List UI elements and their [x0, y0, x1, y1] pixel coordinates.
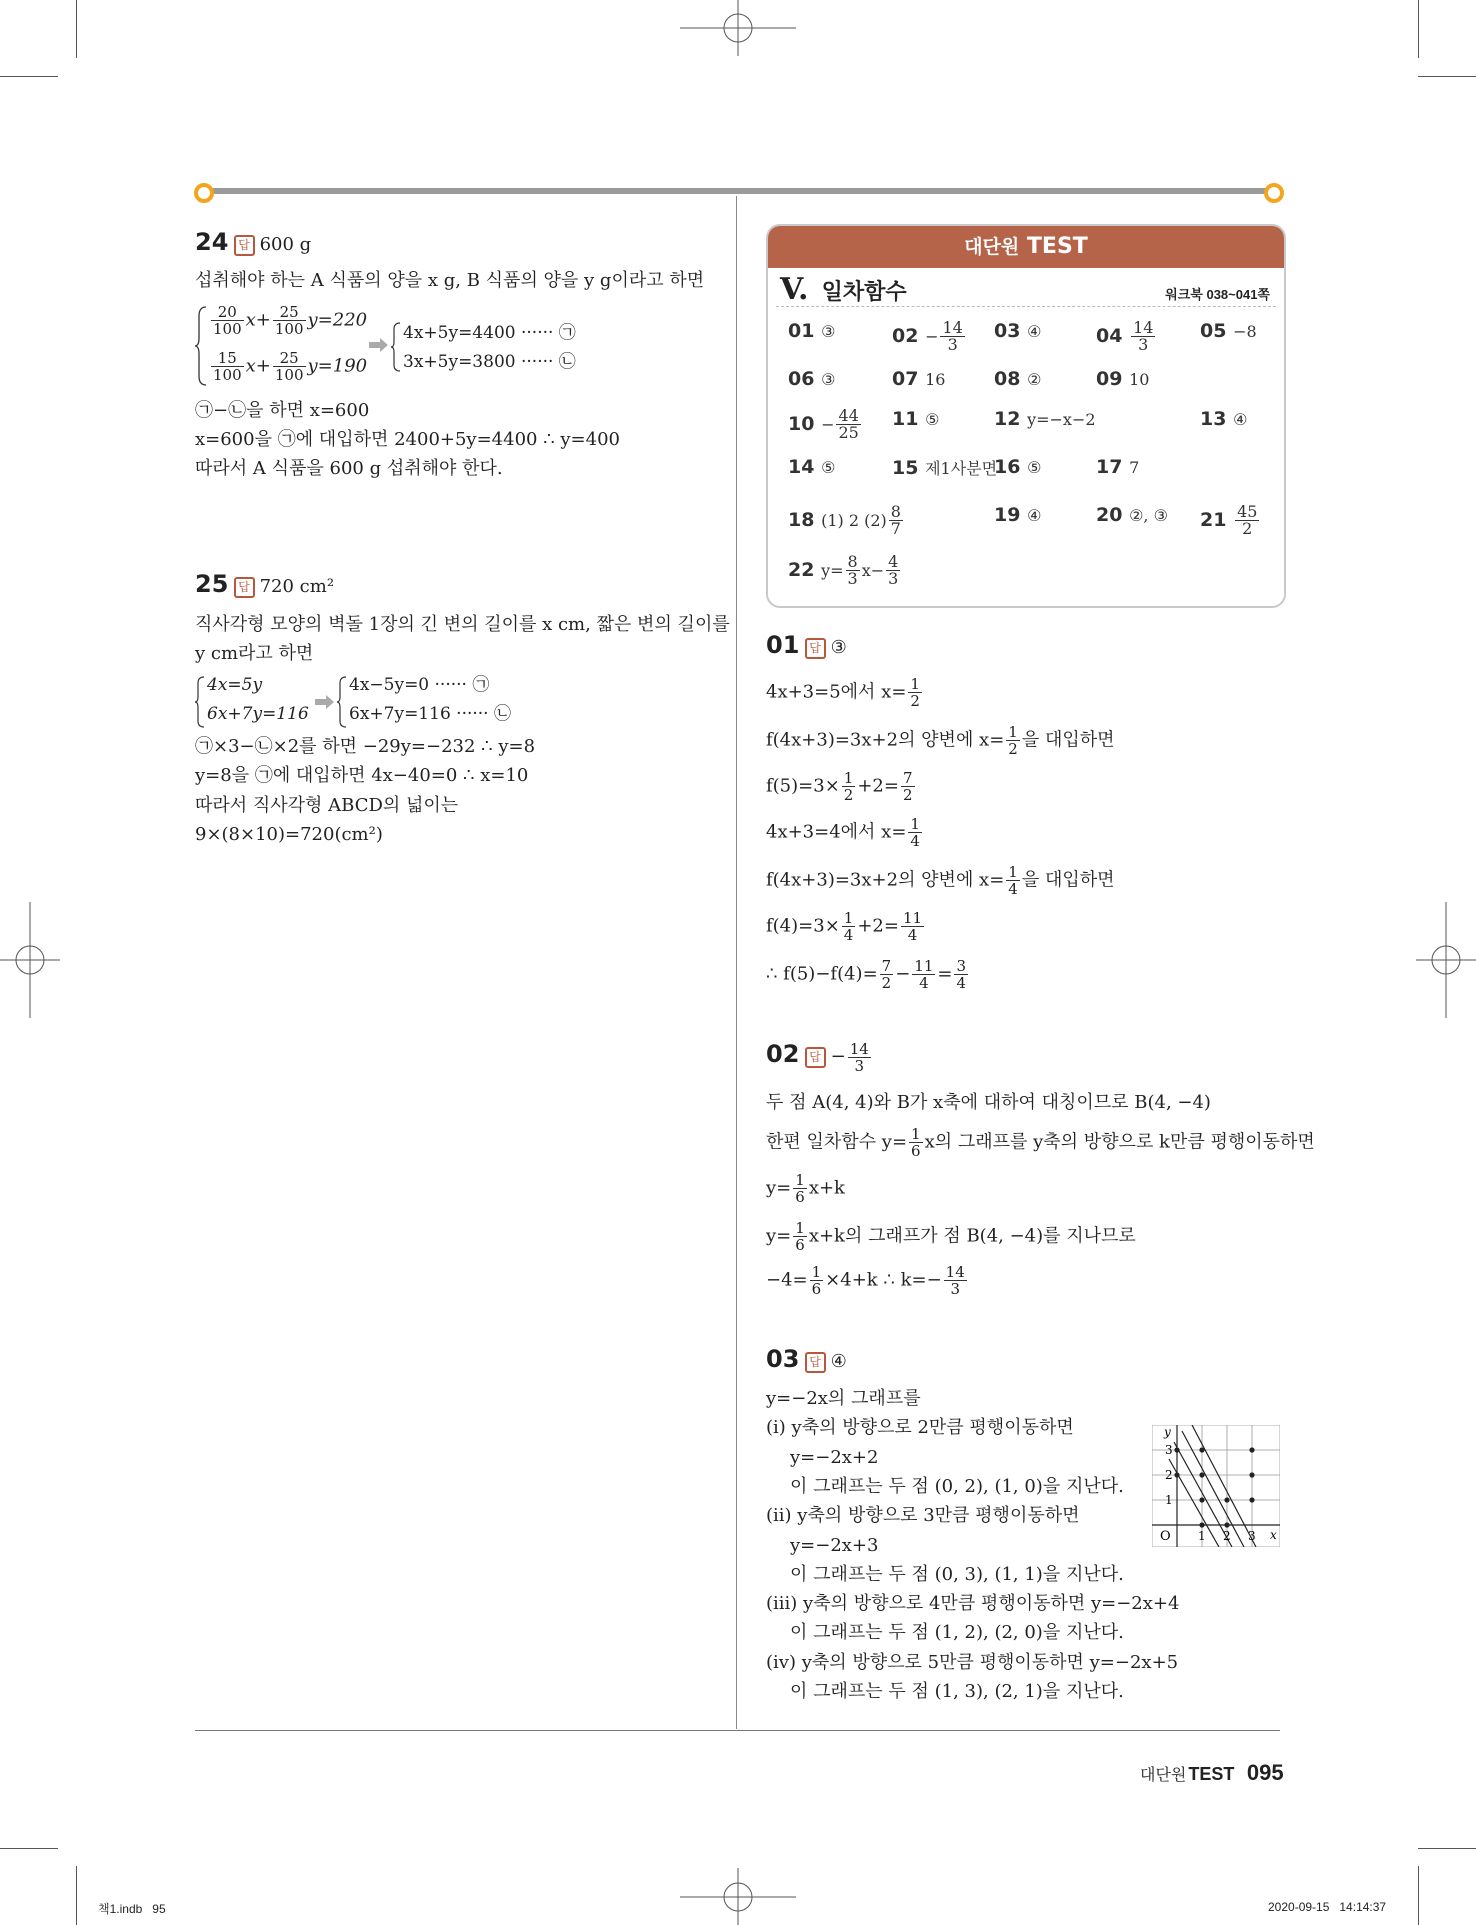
- tick-label: 3: [1165, 1443, 1173, 1457]
- arrow-right-icon: [369, 338, 389, 352]
- answer-item: 19 ④: [994, 504, 1042, 526]
- answer-item: 11 ⑤: [892, 408, 940, 430]
- answer-item: 03 ④: [994, 320, 1042, 342]
- text-line: ㉠−㉡을 하면 x=600: [195, 400, 370, 421]
- text-line: (ⅰ) y축의 방향으로 2만큼 평행이동하면: [766, 1417, 1074, 1438]
- problem-number: 03: [766, 1345, 800, 1373]
- origin-label: O: [1160, 1529, 1171, 1544]
- column-divider: [736, 196, 737, 1729]
- text-line: (ⅱ) y축의 방향으로 3만큼 평행이동하면: [766, 1505, 1080, 1526]
- unit-title: V. 일차함수: [780, 272, 907, 307]
- answer-item: 14 ⑤: [788, 456, 836, 478]
- math-line: f(4x+3)=3x+2의 양변에 x= $\frac{1}{2}$ 을 대입하면: [766, 723, 1115, 758]
- answer-value: ③: [830, 637, 847, 658]
- text-line: x=600을 ㉠에 대입하면 2400+5y=4400 ∴ y=400: [195, 429, 620, 450]
- problem-number: 02: [766, 1040, 800, 1068]
- answer-item: 13 ④: [1200, 408, 1248, 430]
- answer-item: 01 ③: [788, 320, 836, 342]
- print-file-info: 책1.indb 95: [98, 1902, 166, 1916]
- page-footer: 대단원 TEST 095: [1140, 1760, 1284, 1785]
- text-line: 섭취해야 하는 A 식품의 양을 x g, B 식품의 양을 y g이라고 하면: [195, 270, 705, 291]
- answer-icon: 답: [234, 577, 255, 598]
- answer-item: 20 ②, ③: [1096, 504, 1168, 526]
- answer-item: 16 ⑤: [994, 456, 1042, 478]
- text-line: y=−2x+2: [790, 1447, 879, 1468]
- fraction: $\frac{15}{100}$: [213, 349, 242, 384]
- equation-row: 4x=5y: [207, 675, 263, 695]
- math-line: 4x+3=5에서 x= $\frac{1}{2}$: [766, 675, 920, 710]
- workbook-reference: 워크북 038~041쪽: [1165, 287, 1270, 302]
- crop-mark: [76, 0, 77, 58]
- answer-value: − $\frac{14}{3}$: [830, 1039, 869, 1075]
- math-line: 4x+3=4에서 x= $\frac{1}{4}$: [766, 815, 920, 850]
- text-line: 따라서 직사각형 ABCD의 넓이는: [195, 795, 459, 816]
- text-line: y=−2x의 그래프를: [766, 1388, 921, 1409]
- axis-label-y: y: [1164, 1425, 1171, 1439]
- fraction: $\frac{20}{100}$: [213, 303, 242, 338]
- fraction: $\frac{25}{100}$: [274, 303, 304, 338]
- text-line: 9×(8×10)=720(cm²): [195, 824, 383, 845]
- answer-item: 10 − $\frac{44}{25}$: [788, 406, 859, 442]
- text-line: (ⅳ) y축의 방향으로 5만큼 평행이동하면 y=−2x+5: [766, 1652, 1179, 1673]
- problem-number: 24: [195, 228, 229, 256]
- equation-row: $\frac{15}{100}$ x+ $\frac{25}{100}$ y=190: [213, 349, 368, 384]
- math-line: f(5)=3× $\frac{1}{2}$ +2= $\frac{7}{2}$: [766, 769, 913, 804]
- math-line: ∴ f(5)−f(4)= $\frac{7}{2}$ − $\frac{11}{4}$ = $\frac{3}{4}$: [766, 957, 967, 992]
- equation-row: 6x+7y=116 ······ ㉡: [349, 704, 511, 724]
- equation-system: [195, 674, 575, 730]
- arrow-right-icon: [315, 695, 335, 709]
- answer-item: 05 −8: [1200, 320, 1257, 342]
- top-rule: [200, 188, 1270, 194]
- text-line: y cm라고 하면: [195, 643, 314, 664]
- text-line: 이 그래프는 두 점 (0, 2), (1, 0)을 지난다.: [790, 1476, 1124, 1497]
- answer-item: 15 제1사분면: [892, 457, 998, 479]
- registration-mark: [680, 1868, 796, 1925]
- registration-mark: [680, 0, 796, 56]
- test-box-header: 대단원 TEST: [768, 226, 1284, 268]
- problem-number: 25: [195, 570, 229, 598]
- print-timestamp: 2020-09-15 14:14:37: [1268, 1900, 1387, 1914]
- text-line: 이 그래프는 두 점 (1, 2), (2, 0)을 지난다.: [790, 1622, 1124, 1643]
- crop-mark: [0, 76, 58, 77]
- answer-icon: 답: [234, 235, 255, 256]
- equation-row: 3x+5y=3800 ······ ㉡: [403, 352, 576, 372]
- math-line: f(4x+3)=3x+2의 양변에 x= $\frac{1}{4}$ 을 대입하면: [766, 863, 1115, 898]
- solution-02-header: [766, 1040, 873, 1074]
- left-brace-icon: [391, 322, 401, 372]
- registration-mark: [1416, 902, 1476, 1018]
- axis-label-x: x: [1270, 1528, 1277, 1542]
- answer-icon: 답: [805, 1047, 826, 1068]
- problem-25-header: [195, 570, 334, 598]
- rule-dot-left: [194, 183, 214, 203]
- tick-label: 3: [1248, 1529, 1256, 1543]
- dashed-divider: [776, 306, 1276, 307]
- answer-value: 600 g: [259, 234, 312, 255]
- text-line: (ⅲ) y축의 방향으로 4만큼 평행이동하면 y=−2x+4: [766, 1593, 1180, 1614]
- fraction: $\frac{25}{100}$: [274, 349, 304, 384]
- left-brace-icon: [195, 306, 207, 386]
- answer-item: 08 ②: [994, 368, 1042, 390]
- text-line: 이 그래프는 두 점 (1, 3), (2, 1)을 지난다.: [790, 1681, 1124, 1702]
- crop-mark: [1418, 76, 1476, 77]
- left-brace-icon: [195, 676, 205, 728]
- registration-mark: [0, 902, 60, 1018]
- answer-icon: 답: [805, 1352, 826, 1373]
- text-line: 따라서 A 식품을 600 g 섭취해야 한다.: [195, 458, 503, 479]
- answer-item: 21 $\frac{45}{2}$: [1200, 502, 1258, 538]
- crop-mark: [1418, 0, 1419, 58]
- tick-label: 1: [1198, 1529, 1206, 1543]
- text-line: ㉠×3−㉡×2를 하면 −29y=−232 ∴ y=8: [195, 736, 536, 757]
- rule-dot-right: [1264, 183, 1284, 203]
- answer-item: 22 y= $\frac{8}{3}$ x− $\frac{4}{3}$: [788, 552, 899, 588]
- crop-mark: [1418, 1866, 1419, 1925]
- problem-number: 01: [766, 631, 800, 659]
- tick-label: 1: [1165, 1493, 1173, 1507]
- equation-row: 4x+5y=4400 ······ ㉠: [403, 323, 576, 343]
- problem-24-header: [195, 228, 311, 256]
- answer-item: 17 7: [1096, 456, 1140, 478]
- solution-03-header: [766, 1345, 847, 1373]
- answer-item: 06 ③: [788, 368, 836, 390]
- text-line: 두 점 A(4, 4)와 B가 x축에 대하여 대칭이므로 B(4, −4): [766, 1092, 1211, 1113]
- answer-item: 09 10: [1096, 368, 1150, 390]
- bottom-rule: [195, 1730, 1280, 1731]
- equation-row: $\frac{20}{100}$ x+ $\frac{25}{100}$ y=220: [213, 303, 368, 338]
- crop-mark: [0, 1848, 58, 1849]
- math-line: y= $\frac{1}{6}$ x+k: [766, 1171, 845, 1206]
- left-brace-icon: [337, 676, 347, 728]
- math-line: −4= $\frac{1}{6}$ ×4+k ∴ k=− $\frac{14}{3}$: [766, 1263, 965, 1298]
- text-line: 직사각형 모양의 벽돌 1장의 긴 변의 길이를 x cm, 짧은 변의 길이를: [195, 614, 730, 635]
- math-line: f(4)=3× $\frac{1}{4}$ +2= $\frac{11}{4}$: [766, 909, 923, 944]
- text-line: y=8을 ㉠에 대입하면 4x−40=0 ∴ x=10: [195, 765, 529, 786]
- tick-label: 2: [1223, 1529, 1231, 1543]
- crop-mark: [76, 1866, 77, 1925]
- text-line: 이 그래프는 두 점 (0, 3), (1, 1)을 지난다.: [790, 1564, 1124, 1585]
- answer-item: 18 (1) 2 (2) $\frac{8}{7}$: [788, 502, 901, 538]
- answer-item: 02 − $\frac{14}{3}$: [892, 318, 963, 354]
- answer-icon: 답: [805, 638, 826, 659]
- text-line: y=−2x+3: [790, 1535, 879, 1556]
- answer-value: 720 cm²: [259, 576, 335, 597]
- answer-item: 12 y=−x−2: [994, 408, 1096, 430]
- equation-row: 6x+7y=116: [207, 704, 309, 724]
- math-line: y= $\frac{1}{6}$ x+k의 그래프가 점 B(4, −4)를 지나므로: [766, 1219, 1136, 1254]
- math-line: 한편 일차함수 y= $\frac{1}{6}$ x의 그래프를 y축의 방향으로 k만큼 평행이동하면: [766, 1125, 1315, 1160]
- answer-item: 07 16: [892, 368, 946, 390]
- answer-value: ④: [830, 1351, 847, 1372]
- graph-lines-figure: [1152, 1425, 1280, 1547]
- solution-01-header: [766, 631, 847, 659]
- equation-row: 4x−5y=0 ······ ㉠: [349, 675, 490, 695]
- equation-system: [195, 304, 615, 388]
- tick-label: 2: [1165, 1468, 1173, 1482]
- answer-item: 04 $\frac{14}{3}$: [1096, 318, 1154, 354]
- page-number: 095: [1246, 1760, 1284, 1785]
- crop-mark: [1418, 1848, 1476, 1849]
